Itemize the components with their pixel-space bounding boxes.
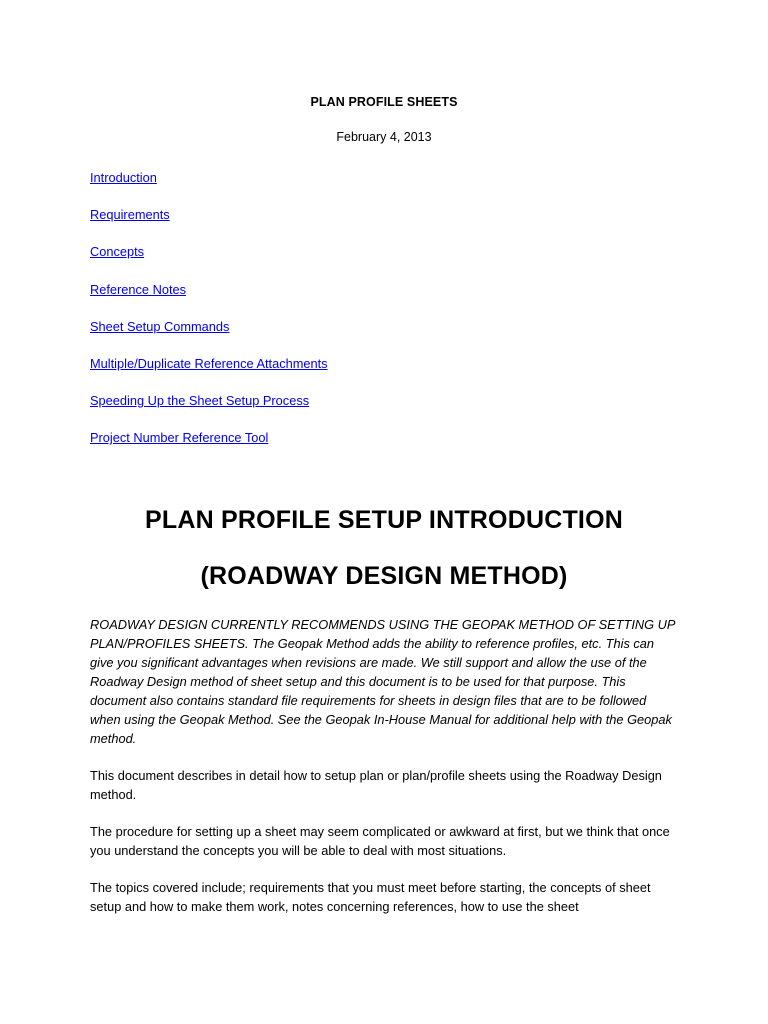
toc-item <box>90 430 328 467</box>
toc-item <box>90 356 328 393</box>
document-date: February 4, 2013 <box>336 130 432 144</box>
intro-paragraph: ROADWAY DESIGN CURRENTLY RECOMMENDS USING THE GEOPAK METHOD OF SETTING UP PLAN/PROFILES SHEETS. The Geopak Method adds the ability to reference profiles, etc. This can give you significant advantages when revisions are made. We still support and allow the use of the Roadway Design method of sheet setup and this document is to be used for that purpose. This document also contains standard file requirements for sheets in design files that are to be followed when using the Geopak Method. See the Geopak In-House Manual for additional help with the Geopak method. <box>90 617 675 746</box>
toc-item <box>90 282 328 319</box>
toc-item <box>90 170 328 207</box>
toc-item <box>90 244 328 281</box>
toc-link-requirements[interactable]: Requirements <box>90 207 170 223</box>
toc-link-sheet-setup-commands[interactable]: Sheet Setup Commands <box>90 318 230 334</box>
toc-item <box>90 319 328 356</box>
section-heading: PLAN PROFILE SETUP INTRODUCTION <box>145 506 623 534</box>
section-subheading: (ROADWAY DESIGN METHOD) <box>200 562 568 590</box>
toc-item <box>90 393 328 430</box>
toc-link-speeding-up-sheet-setup[interactable]: Speeding Up the Sheet Setup Process <box>90 393 310 409</box>
body-paragraph: The topics covered include; requirements that you must meet before starting, the concepts of sheet setup and how to make them work, notes concerning references, how to use the sheet <box>90 880 651 914</box>
body-paragraph: The procedure for setting up a sheet may seem complicated or awkward at first, but we think that once you understand the concepts you will be able to deal with most situations. <box>90 824 670 858</box>
document-title: PLAN PROFILE SHEETS <box>310 95 458 109</box>
toc-link-multiple-duplicate-reference-attachments[interactable]: Multiple/Duplicate Reference Attachments <box>90 355 328 371</box>
toc-item <box>90 207 328 244</box>
toc-link-introduction[interactable]: Introduction <box>90 170 157 185</box>
toc-link-project-number-reference-tool[interactable]: Project Number Reference Tool <box>90 430 269 446</box>
table-of-contents <box>90 170 328 468</box>
toc-link-reference-notes[interactable]: Reference Notes <box>90 281 187 297</box>
toc-link-concepts[interactable]: Concepts <box>90 244 145 260</box>
body-paragraph: This document describes in detail how to setup plan or plan/profile sheets using the Roadway Design method. <box>90 768 662 802</box>
